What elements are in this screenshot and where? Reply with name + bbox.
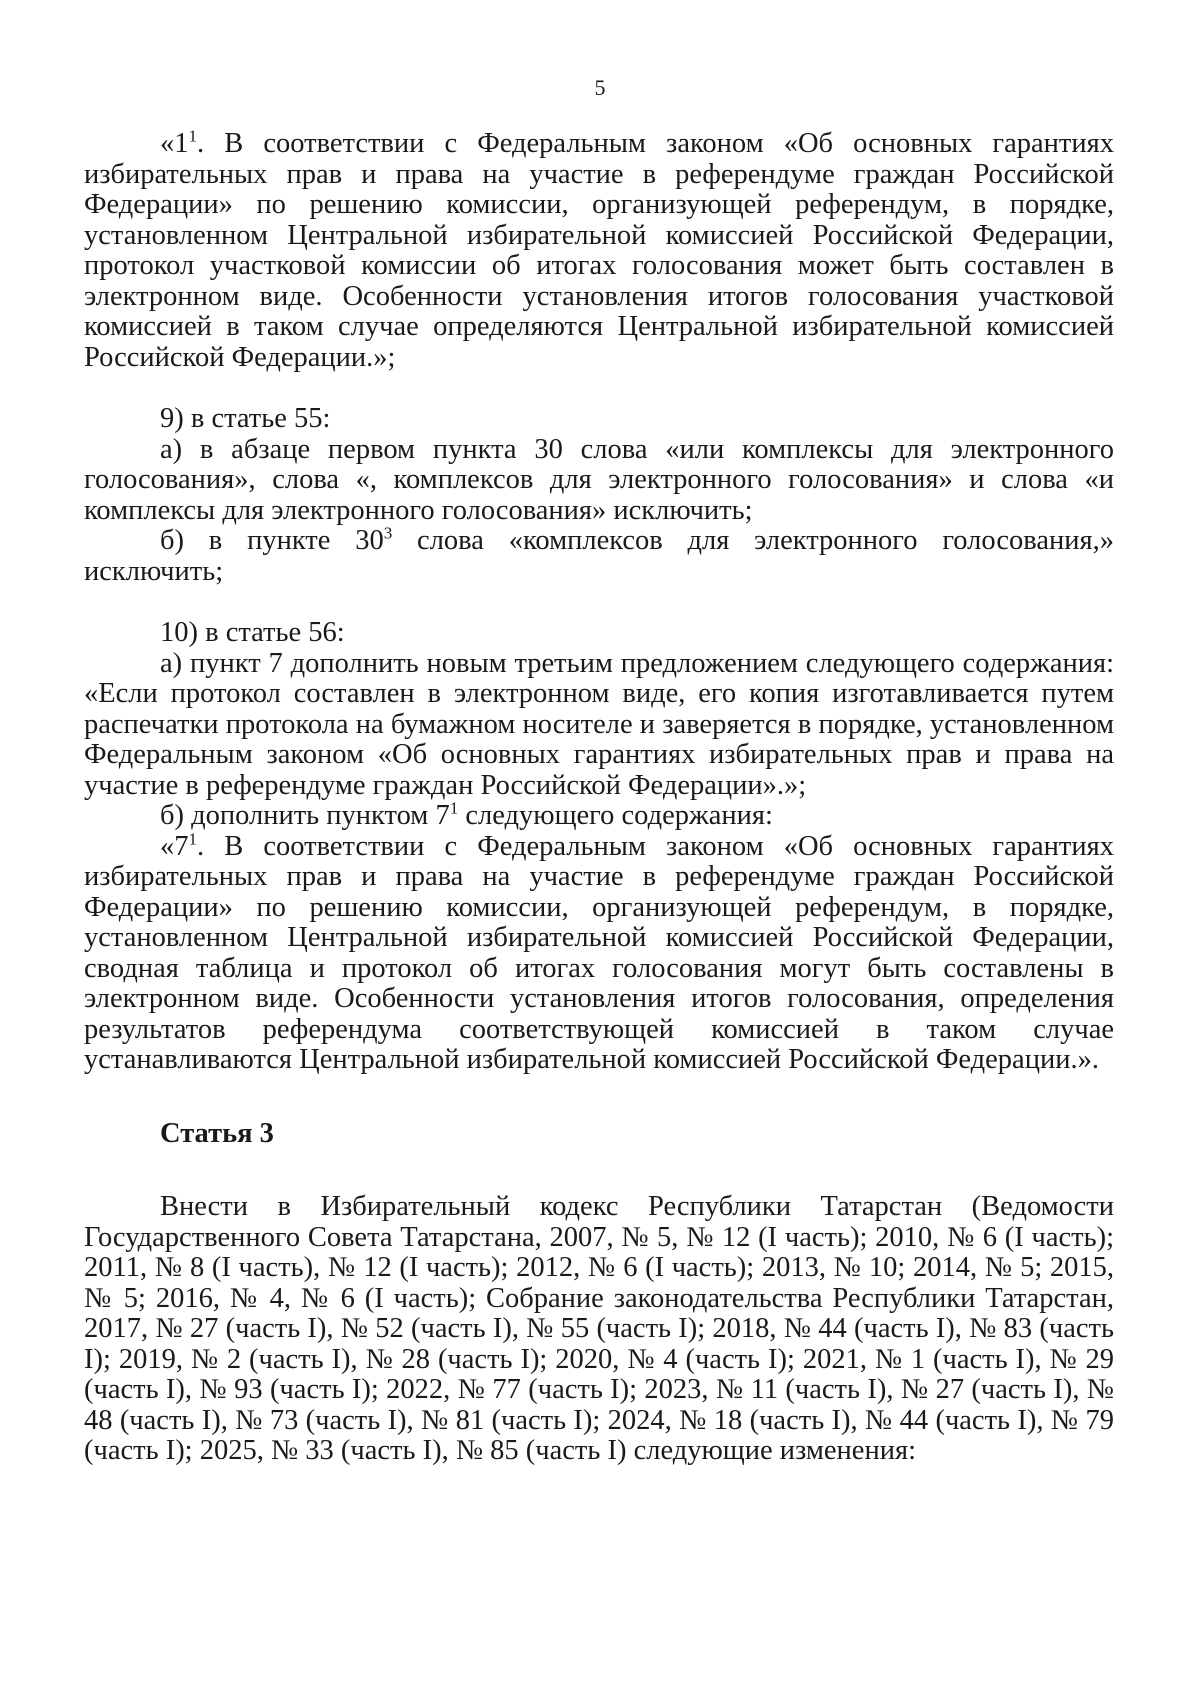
paragraph-gap	[84, 1149, 1114, 1192]
text-fragment: «7	[160, 830, 189, 862]
text-fragment: «1	[160, 128, 189, 159]
text-fragment: следующего содержания:	[458, 800, 773, 831]
document-body	[84, 126, 1114, 1467]
paragraph-article-55-b	[84, 523, 1114, 587]
paragraph-article-56-a: а) пункт 7 дополнить новым третьим предложением следующего содержания: «Если протокол составлен в электронном виде, его копия изготавливается путем распечатки протокола на бумажном носителе и заверяется в порядке, установленном Федеральным законом «Об основных гарантиях избирательных прав и права на участие в референдуме граждан Российской Федерации».»;	[84, 647, 1114, 801]
paragraph-gap	[84, 587, 1114, 618]
text-fragment: б) в пункте 30	[160, 525, 384, 556]
paragraph-article-56-b	[84, 798, 1114, 832]
page-number: 5	[594, 75, 606, 100]
paragraph-article-55: 9) в статье 55:	[160, 403, 331, 434]
text-fragment: б) дополнить пунктом 7	[160, 800, 450, 831]
superscript: 1	[449, 798, 459, 818]
paragraph-point-1-1	[84, 126, 1114, 373]
paragraph-article-56: 10) в статье 56:	[160, 617, 345, 648]
paragraph-gap	[84, 1076, 1114, 1119]
text-fragment: . В соответствии с Федеральным законом «Об основных гарантиях избирательных прав и права на участие в референдуме граждан Российской Федерации» по решению комиссии, организующей референдум, в порядке, установленном Центральной избирательной комиссией Российской Федерации, протокол участковой комиссии об итогах голосования может быть составлен в электронном виде. Особенности установления итогов голосования участковой комиссией в таком случае определяются Центральной избирательной комиссией Российской Федерации.»;	[84, 128, 1114, 373]
paragraph-article-3-intro: Внести в Избирательный кодекс Республики Татарстан (Ведомости Государственного Совета Татарстана, 2007, № 5, № 12 (I часть); 2010, № 6 (I часть); 2011, № 8 (I часть), № 12 (I часть); 2012, № 6 (I часть); 2013, № 10; 2014, № 5; 2015, № 5; 2016, № 4, № 6 (I часть); Собрание законодательства Республики Татарстан, 2017, № 27 (часть I), № 52 (часть I), № 55 (часть I); 2018, № 44 (часть I), № 83 (часть I); 2019, № 2 (часть I), № 28 (часть I); 2020, № 4 (часть I); 2021, № 1 (часть I), № 29 (часть I), № 93 (часть I); 2022, № 77 (часть I); 2023, № 11 (часть I), № 27 (часть I), № 48 (часть I), № 73 (часть I), № 81 (часть I); 2024, № 18 (часть I), № 44 (часть I), № 79 (часть I); 2025, № 33 (часть I), № 85 (часть I) следующие изменения:	[84, 1191, 1114, 1466]
superscript: 1	[188, 829, 198, 848]
text-fragment: . В соответствии с Федеральным законом «Об основных гарантиях избирательных прав и права на участие в референдуме граждан Российской Федерации» по решению комиссии, организующей референдум, в порядке, установленном Центральной избирательной комиссией Российской Федерации, сводная таблица и протокол об итогах голосования могут быть составлены в электронном виде. Особенности установления итогов голосования, определения результатов референдума соответствующей комиссией в таком случае устанавливаются Центральной избирательной комиссией Российской Федерации.».	[84, 830, 1114, 1075]
superscript: 3	[383, 523, 393, 543]
text-fragment: слова «комплексов для электронного голосования,» исключить;	[84, 525, 1114, 587]
paragraph-point-7-1	[84, 829, 1114, 1076]
paragraph-article-55-a: а) в абзаце первом пункта 30 слова «или комплексы для электронного голосования», слова «, комплексов для электронного голосования» и слова «и комплексы для электронного голосования» исключить;	[84, 433, 1114, 526]
paragraph-gap	[84, 373, 1114, 404]
article-heading: Статья 3	[160, 1117, 274, 1149]
superscript: 1	[188, 126, 198, 146]
